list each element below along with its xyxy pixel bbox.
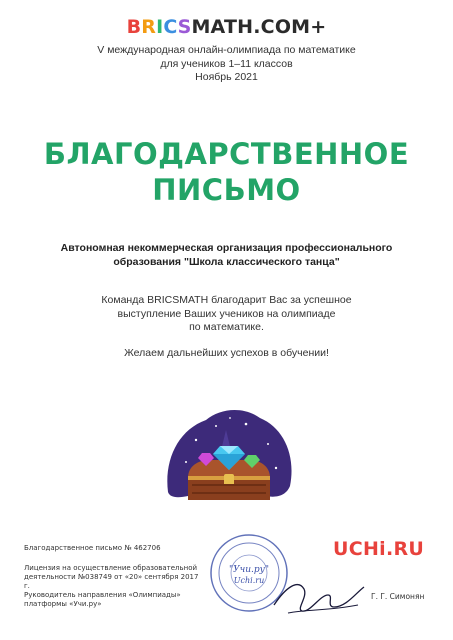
certificate-number: Благодарственное письмо № 462706 (24, 544, 161, 552)
event-line-1: V международная онлайн-олимпиада по математике (97, 44, 356, 56)
stamp-title: "Учи.ру" (228, 565, 270, 575)
stamp-subtitle: Uchi.ru (233, 576, 265, 585)
wish-text: Желаем дальнейших успехов в обучении! (124, 347, 329, 359)
body-line-3: по математике. (189, 321, 264, 333)
org-line-1: Автономная некоммерческая организация профессионального (60, 242, 393, 254)
license-line-2: деятельности №038749 от «20» сентября 2017 г. (24, 573, 199, 590)
logo-rest: MATH.COM+ (191, 16, 327, 38)
event-line-2: для учеников 1–11 классов (160, 57, 293, 70)
event-date: Ноябрь 2021 (195, 71, 258, 83)
bricsmath-logo (0, 16, 453, 38)
gratitude-text (0, 294, 453, 335)
director-line-2: платформы «Учи.ру» (24, 600, 102, 608)
event-info (0, 44, 453, 85)
logo-letter-r: R (141, 16, 157, 38)
logo-letter-c: C (163, 16, 178, 38)
logo-letter-i: I (156, 16, 164, 38)
license-line-1: Лицензия на осуществление образовательной (24, 564, 198, 572)
license-info (24, 564, 204, 591)
signature (268, 565, 368, 620)
title-line-2: ПИСЬМО (152, 173, 301, 207)
logo-letter-b: B (126, 16, 142, 38)
title-line-1: БЛАГОДАРСТВЕННОЕ (43, 137, 410, 171)
certificate-title (0, 136, 453, 208)
treasure-chest-illustration (158, 400, 298, 510)
body-line-2: выступление Ваших учеников на олимпиаде (117, 307, 336, 320)
logo-letter-s: S (177, 16, 192, 38)
body-line-1: Команда BRICSMATH благодарит Вас за успешное (101, 294, 352, 306)
signer-name: Г. Г. Симонян (371, 592, 425, 601)
director-title (24, 591, 204, 609)
director-line-1: Руководитель направления «Олимпиады» (24, 591, 181, 599)
recipient-organization (0, 241, 453, 269)
org-line-2: образования "Школа классического танца" (113, 256, 340, 268)
uchi-logo: UCHi.RU (333, 538, 425, 560)
